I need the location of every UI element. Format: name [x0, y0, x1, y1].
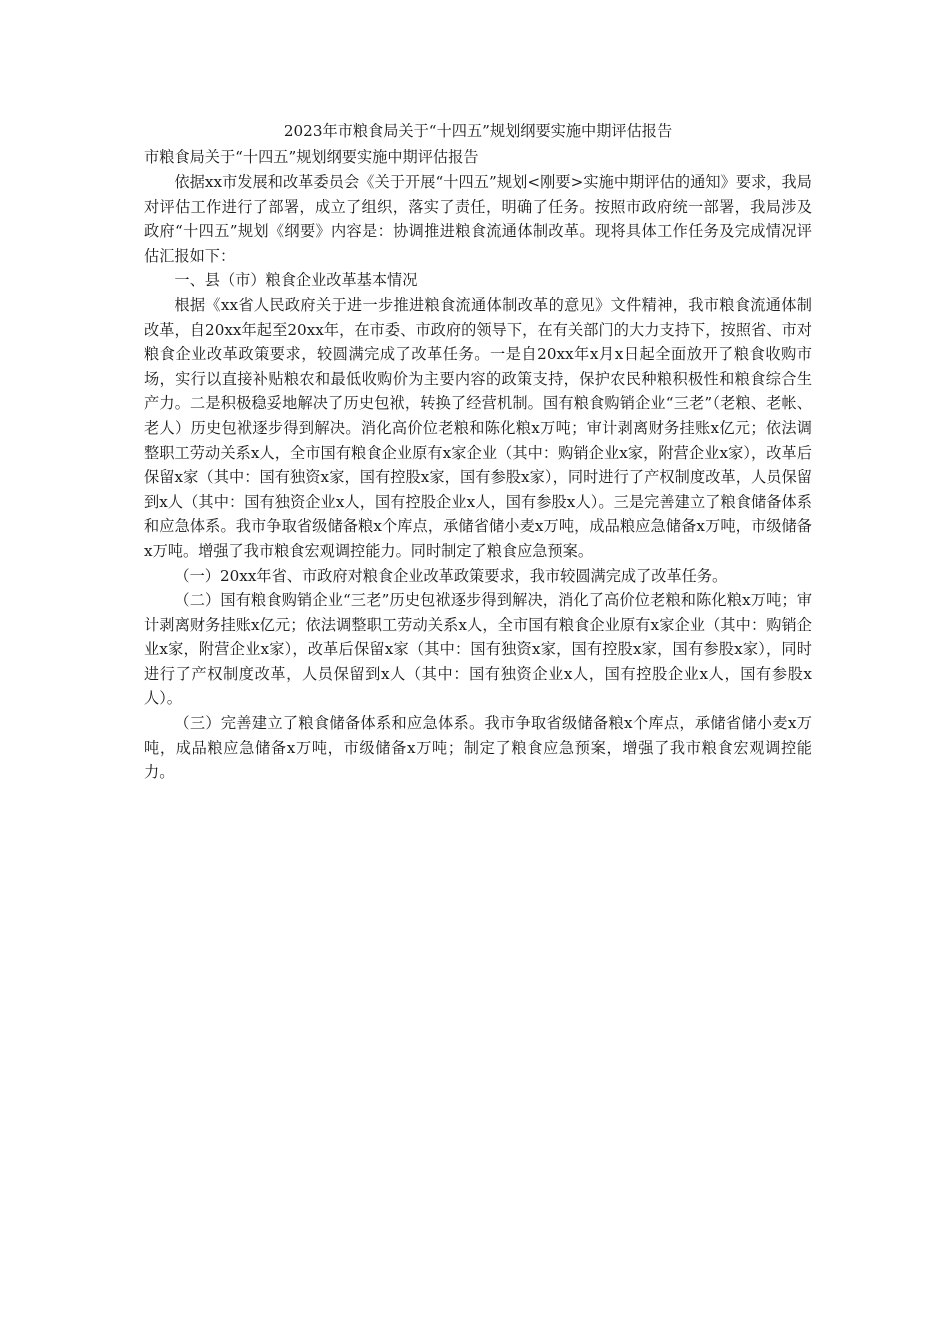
- paragraph-item-3: （三）完善建立了粮食储备体系和应急体系。我市争取省级储备粮x个库点，承储省储小麦x万吨，成品粮应急储备x万吨，市级储备x万吨；制定了粮食应急预案，增强了我市粮食宏观调控能力。: [144, 714, 812, 782]
- paragraph-item-1: （一）20xx年省、市政府对粮食企业改革政策要求，我市较圆满完成了改革任务。: [174, 566, 728, 585]
- paragraph-basis: 根据《xx省人民政府关于进一步推进粮食流通体制改革的意见》文件精神，我市粮食流通体制改革，自20xx年起至20xx年，在市委、市政府的领导下，在有关部门的大力支持下，按照省、市对粮食企业改革政策要求，较圆满完成了改革任务。一是自20xx年x月x日起全面放开了粮食收购市场，实行以直接补贴粮农和最低收购价为主要内容的政策支持，保护农民种粮积极性和粮食综合生产力。二是积极稳妥地解决了历史包袱，转换了经营机制。国有粮食购销企业“三老”（老粮、老帐、老人）历史包袱逐步得到解决。消化高价位老粮和陈化粮x万吨；审计剥离财务挂账x亿元；依法调整职工劳动关系x人，全市国有粮食企业原有x家企业（其中：购销企业x家，附营企业x家），改革后保留x家（其中：国有独资x家，国有控股x家，国有参股x家），同时进行了产权制度改革，人员保留到x人（其中：国有独资企业x人，国有控股企业x人，国有参股x人）。三是完善建立了粮食储备体系和应急体系。我市争取省级储备粮x个库点，承储省储小麦x万吨，成品粮应急储备x万吨，市级储备x万吨。增强了我市粮食宏观调控能力。同时制定了粮食应急预案。: [144, 295, 812, 560]
- document-page: [144, 118, 812, 785]
- document-subtitle: 市粮食局关于“十四五”规划纲要实施中期评估报告: [144, 148, 479, 166]
- section-heading: 一、县（市）粮食企业改革基本情况: [174, 271, 418, 290]
- document-title: 2023年市粮食局关于“十四五”规划纲要实施中期评估报告: [283, 122, 673, 140]
- paragraph-item-2: （二）国有粮食购销企业“三老”历史包袱逐步得到解决，消化了高价位老粮和陈化粮x万吨；审计剥离财务挂账x亿元；依法调整职工劳动关系x人，全市国有粮食企业原有x家企业（其中：购销企业x家，附营企业x家），改革后保留x家（其中：国有独资x家，国有控股x家，国有参股x家），同时进行了产权制度改革，人员保留到x人（其中：国有独资企业x人，国有控股企业x人，国有参股x人）。: [144, 591, 812, 708]
- paragraph-intro: 依据xx市发展和改革委员会《关于开展“十四五”规划<刚要>实施中期评估的通知》要求，我局对评估工作进行了部署，成立了组织，落实了责任，明确了任务。按照市政府统一部署，我局涉及政府“十四五”规划《纲要》内容是：协调推进粮食流通体制改革。现将具体工作任务及完成情况评估汇报如下：: [144, 173, 812, 265]
